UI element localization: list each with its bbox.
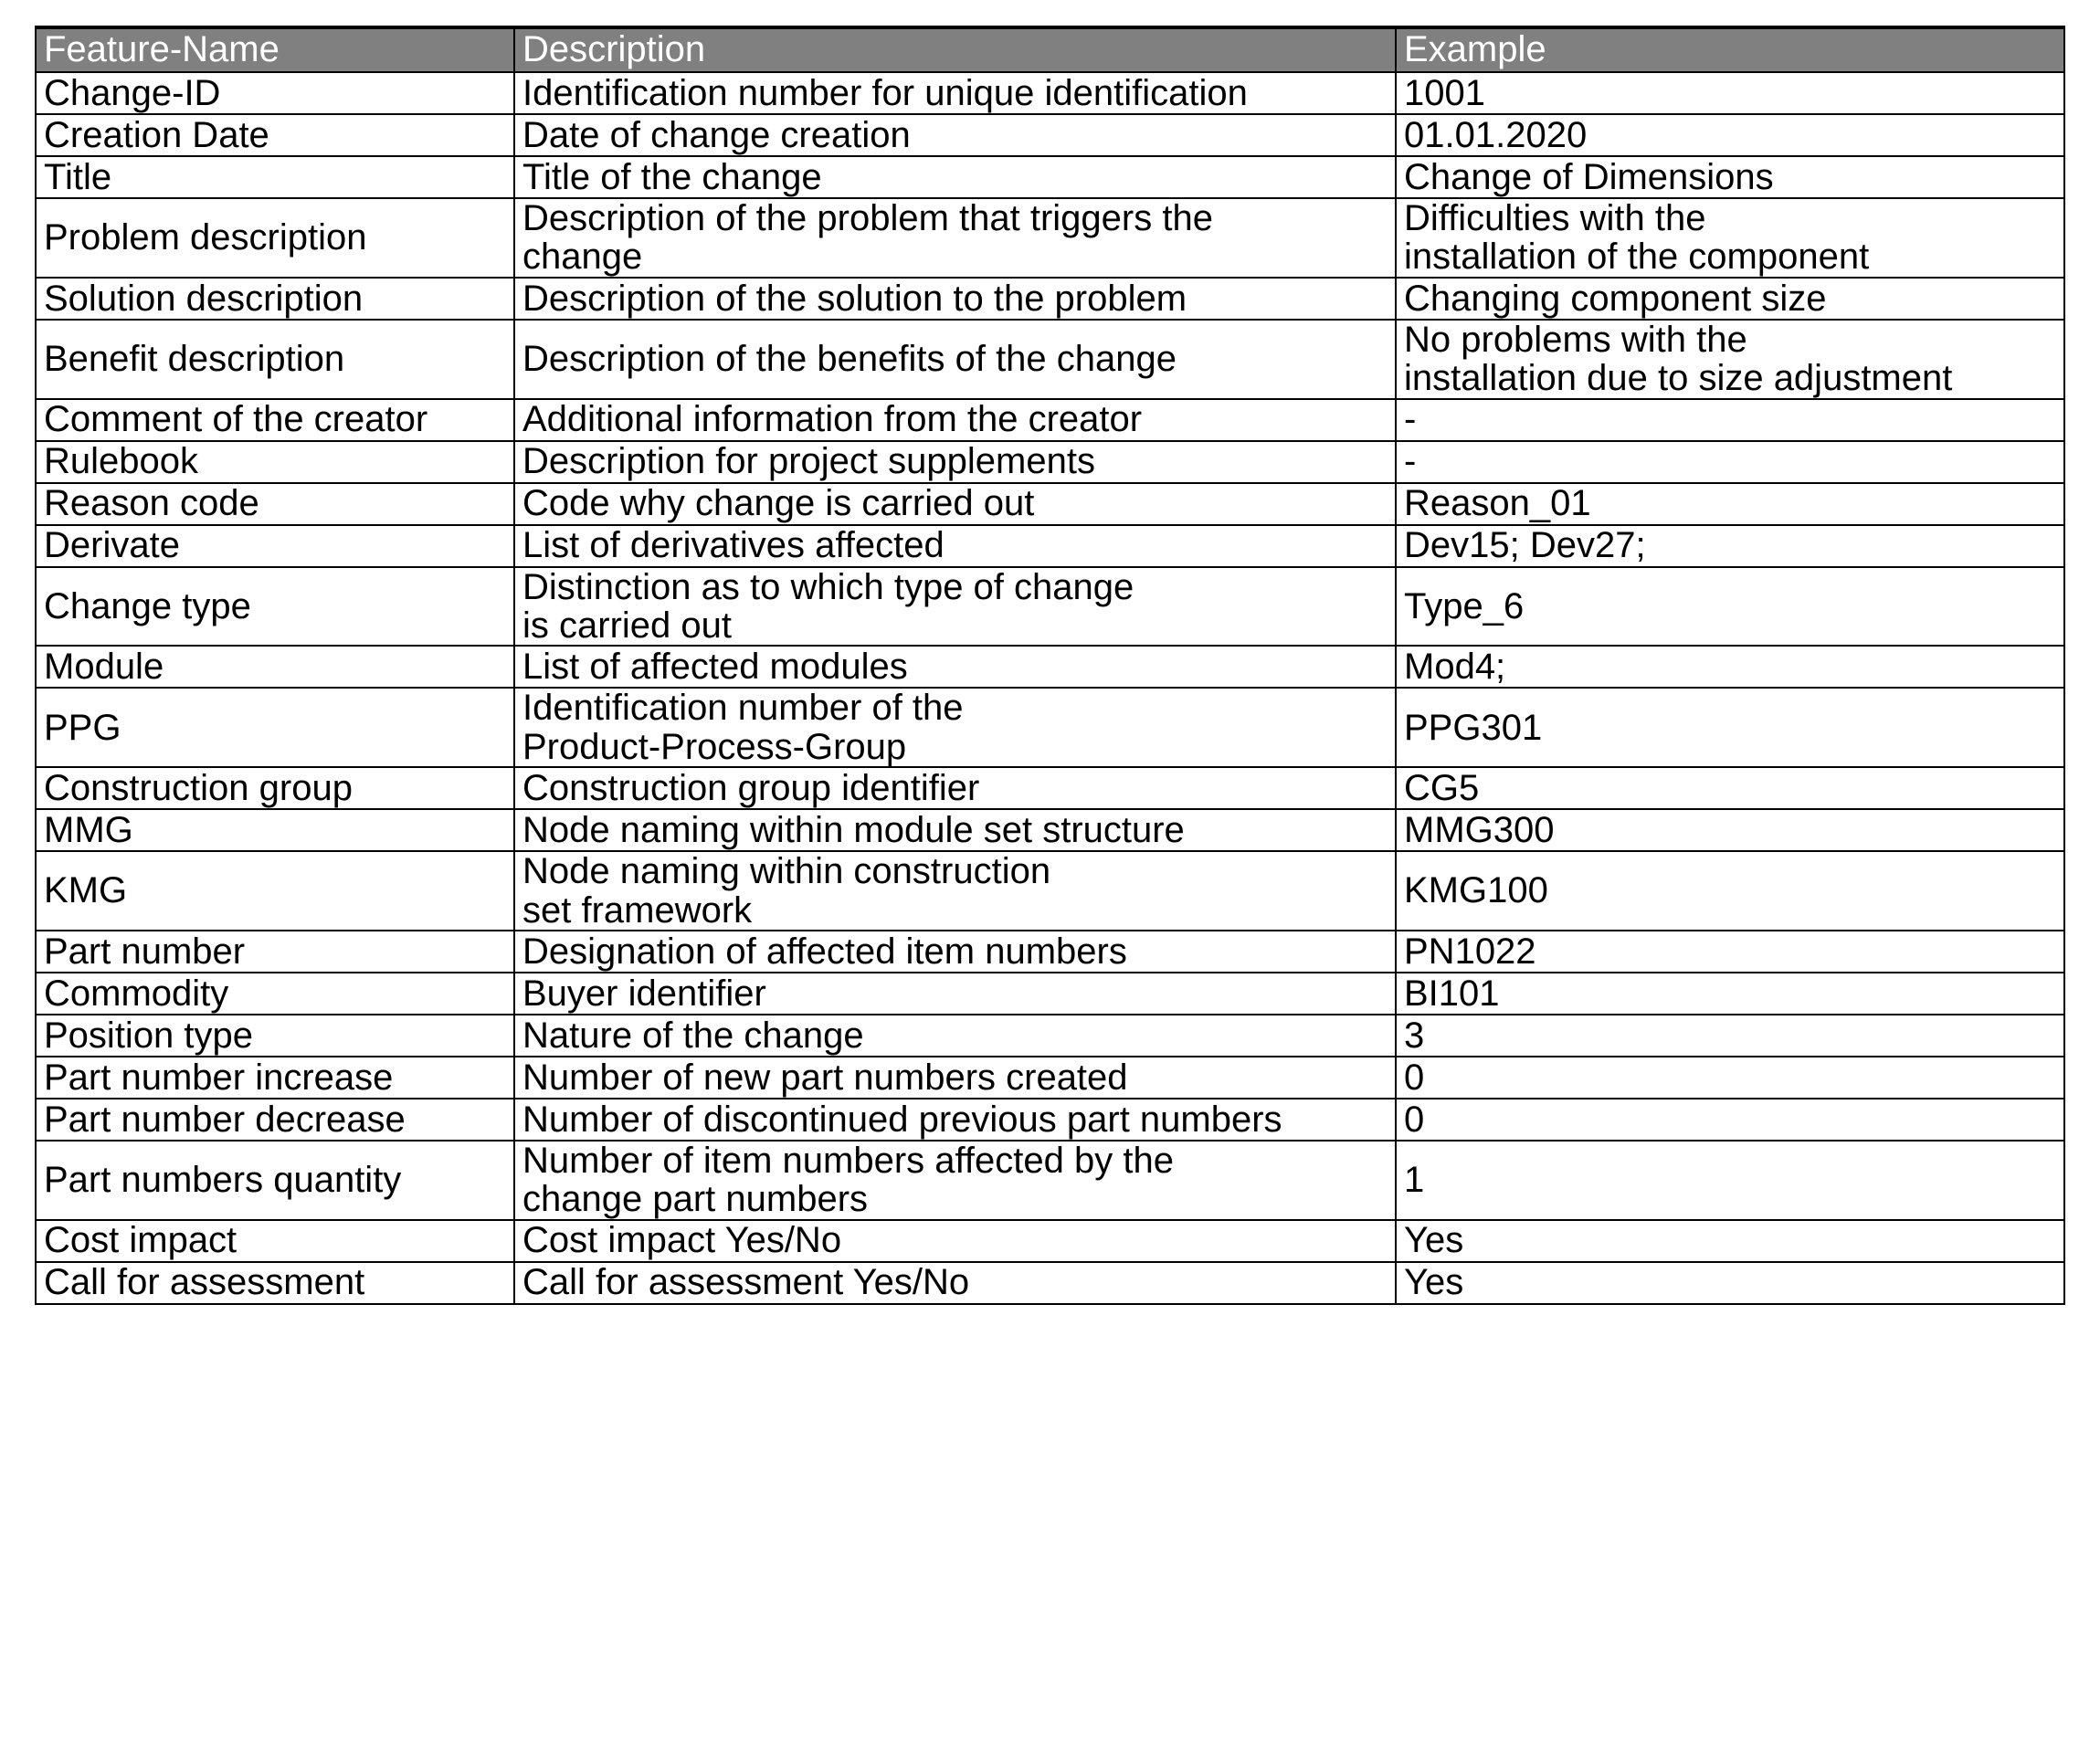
description-line-1: Additional information from the creator xyxy=(522,399,1143,440)
cell-description xyxy=(514,646,1396,688)
cell-example xyxy=(1396,1262,2064,1304)
cell-description xyxy=(514,809,1396,851)
description-line-1: Distinction as to which type of change xyxy=(522,566,1134,607)
cell-description xyxy=(514,483,1396,525)
description-line-2: change xyxy=(522,237,643,278)
table-row xyxy=(36,441,2064,483)
table-row xyxy=(36,198,2064,278)
cell-example xyxy=(1396,809,2064,851)
description-line-2: Product-Process-Group xyxy=(522,726,907,767)
example-line-1: 0 xyxy=(1404,1057,1425,1098)
example-line-2: installation due to size adjustment xyxy=(1404,358,1953,399)
cell-feature-name: Change type xyxy=(36,567,514,647)
table-row xyxy=(36,114,2064,156)
cell-description xyxy=(514,931,1396,973)
cell-description xyxy=(514,851,1396,931)
table-body xyxy=(36,72,2064,1304)
table-row xyxy=(36,525,2064,567)
cell-example xyxy=(1396,1015,2064,1057)
description-line-1: Identification number for unique identification xyxy=(522,72,1248,113)
table-row xyxy=(36,931,2064,973)
example-line-2: installation of the component xyxy=(1404,237,1870,278)
description-line-1: Date of change creation xyxy=(522,114,911,155)
example-line-1: Difficulties with the xyxy=(1404,198,1706,238)
cell-example xyxy=(1396,931,2064,973)
example-line-1: - xyxy=(1404,399,1417,440)
example-line-1: Dev15; Dev27; xyxy=(1404,525,1646,566)
cell-feature-name: Solution description xyxy=(36,278,514,320)
cell-feature-name: Part number increase xyxy=(36,1057,514,1099)
description-line-1: Node naming within construction xyxy=(522,851,1051,892)
cell-example xyxy=(1396,973,2064,1015)
cell-description xyxy=(514,567,1396,647)
cell-example xyxy=(1396,688,2064,767)
description-line-1: Number of new part numbers created xyxy=(522,1057,1128,1098)
description-line-1: Call for assessment Yes/No xyxy=(522,1262,970,1303)
cell-feature-name: MMG xyxy=(36,809,514,851)
description-line-1: List of affected modules xyxy=(522,647,908,688)
column-header-example: Example xyxy=(1396,27,2064,72)
cell-feature-name: Part number decrease xyxy=(36,1099,514,1141)
description-line-2: change part numbers xyxy=(522,1179,869,1220)
cell-feature-name: Comment of the creator xyxy=(36,399,514,441)
column-header-feature-name: Feature-Name xyxy=(36,27,514,72)
description-line-1: Designation of affected item numbers xyxy=(522,931,1127,972)
cell-feature-name: Title xyxy=(36,156,514,198)
cell-description xyxy=(514,767,1396,809)
cell-description xyxy=(514,525,1396,567)
cell-example xyxy=(1396,1220,2064,1262)
table-row xyxy=(36,278,2064,320)
example-line-1: BI101 xyxy=(1404,973,1500,1014)
cell-example xyxy=(1396,278,2064,320)
cell-feature-name: PPG xyxy=(36,688,514,767)
cell-feature-name: Part number xyxy=(36,931,514,973)
example-line-1: PN1022 xyxy=(1404,931,1536,972)
cell-description xyxy=(514,1015,1396,1057)
cell-example xyxy=(1396,1057,2064,1099)
cell-example xyxy=(1396,483,2064,525)
cell-feature-name: Problem description xyxy=(36,198,514,278)
table-row xyxy=(36,646,2064,688)
example-line-1: Yes xyxy=(1404,1262,1464,1303)
cell-example xyxy=(1396,156,2064,198)
table-row xyxy=(36,1099,2064,1141)
cell-feature-name: Derivate xyxy=(36,525,514,567)
description-line-1: List of derivatives affected xyxy=(522,525,944,566)
example-line-1: Mod4; xyxy=(1404,647,1506,688)
table-row xyxy=(36,72,2064,114)
table-row xyxy=(36,483,2064,525)
cell-description xyxy=(514,1220,1396,1262)
cell-example xyxy=(1396,851,2064,931)
table-row xyxy=(36,1015,2064,1057)
table-header xyxy=(36,27,2064,72)
cell-example xyxy=(1396,399,2064,441)
cell-feature-name: Module xyxy=(36,646,514,688)
cell-description xyxy=(514,973,1396,1015)
example-line-1: 1 xyxy=(1404,1160,1425,1201)
cell-feature-name: KMG xyxy=(36,851,514,931)
example-line-1: Change of Dimensions xyxy=(1404,156,1774,197)
cell-feature-name: Benefit description xyxy=(36,320,514,399)
cell-example xyxy=(1396,320,2064,399)
description-line-2: set framework xyxy=(522,889,753,931)
description-line-1: Nature of the change xyxy=(522,1015,864,1056)
description-line-1: Number of discontinued previous part numbers xyxy=(522,1099,1282,1140)
cell-feature-name: Part numbers quantity xyxy=(36,1141,514,1220)
cell-feature-name: Position type xyxy=(36,1015,514,1057)
description-line-1: Construction group identifier xyxy=(522,767,980,808)
example-line-1: PPG301 xyxy=(1404,707,1543,748)
table-row xyxy=(36,320,2064,399)
example-line-1: Type_6 xyxy=(1404,585,1525,626)
example-line-1: No problems with the xyxy=(1404,319,1747,360)
cell-description xyxy=(514,688,1396,767)
table-row xyxy=(36,399,2064,441)
cell-feature-name: Rulebook xyxy=(36,441,514,483)
table-row xyxy=(36,1057,2064,1099)
description-line-1: Description for project supplements xyxy=(522,441,1095,482)
cell-example xyxy=(1396,114,2064,156)
description-line-1: Number of item numbers affected by the xyxy=(522,1140,1174,1181)
cell-feature-name: Commodity xyxy=(36,973,514,1015)
cell-example xyxy=(1396,72,2064,114)
cell-description xyxy=(514,156,1396,198)
cell-description xyxy=(514,441,1396,483)
cell-feature-name: Change-ID xyxy=(36,72,514,114)
cell-example xyxy=(1396,567,2064,647)
description-line-1: Node naming within module set structure xyxy=(522,809,1185,850)
table-row xyxy=(36,688,2064,767)
example-line-1: - xyxy=(1404,441,1417,482)
example-line-1: KMG100 xyxy=(1404,870,1548,911)
description-line-1: Identification number of the xyxy=(522,688,964,729)
header-row xyxy=(36,27,2064,72)
description-line-2: is carried out xyxy=(522,605,732,646)
cell-example xyxy=(1396,525,2064,567)
example-line-1: 0 xyxy=(1404,1099,1425,1140)
example-line-1: 01.01.2020 xyxy=(1404,114,1588,155)
table-row xyxy=(36,1262,2064,1304)
cell-description xyxy=(514,72,1396,114)
cell-example xyxy=(1396,767,2064,809)
cell-description xyxy=(514,399,1396,441)
cell-example xyxy=(1396,1099,2064,1141)
table-row xyxy=(36,767,2064,809)
cell-description xyxy=(514,114,1396,156)
cell-description xyxy=(514,1141,1396,1220)
table-row xyxy=(36,1141,2064,1220)
description-line-1: Description of the solution to the problem xyxy=(522,278,1187,319)
feature-table-container xyxy=(35,26,2063,1305)
description-line-1: Cost impact Yes/No xyxy=(522,1220,842,1261)
cell-description xyxy=(514,278,1396,320)
feature-table xyxy=(35,26,2065,1305)
cell-feature-name: Construction group xyxy=(36,767,514,809)
example-line-1: Reason_01 xyxy=(1404,483,1591,524)
example-line-1: 1001 xyxy=(1404,72,1485,113)
cell-example xyxy=(1396,646,2064,688)
example-line-1: 3 xyxy=(1404,1015,1425,1056)
description-line-1: Buyer identifier xyxy=(522,973,766,1014)
cell-description xyxy=(514,320,1396,399)
cell-feature-name: Reason code xyxy=(36,483,514,525)
table-row xyxy=(36,567,2064,647)
cell-example xyxy=(1396,1141,2064,1220)
cell-feature-name: Call for assessment xyxy=(36,1262,514,1304)
table-row xyxy=(36,156,2064,198)
table-row xyxy=(36,1220,2064,1262)
table-row xyxy=(36,809,2064,851)
example-line-1: MMG300 xyxy=(1404,809,1555,850)
description-line-1: Description of the problem that triggers the xyxy=(522,198,1213,238)
table-row xyxy=(36,851,2064,931)
description-line-1: Code why change is carried out xyxy=(522,483,1035,524)
example-line-1: Changing component size xyxy=(1404,278,1827,319)
cell-example xyxy=(1396,198,2064,278)
cell-feature-name: Cost impact xyxy=(36,1220,514,1262)
example-line-1: CG5 xyxy=(1404,767,1480,808)
cell-feature-name: Creation Date xyxy=(36,114,514,156)
cell-description xyxy=(514,1057,1396,1099)
cell-description xyxy=(514,1262,1396,1304)
column-header-description: Description xyxy=(514,27,1396,72)
cell-description xyxy=(514,198,1396,278)
description-line-1: Title of the change xyxy=(522,156,822,197)
table-row xyxy=(36,973,2064,1015)
cell-example xyxy=(1396,441,2064,483)
cell-description xyxy=(514,1099,1396,1141)
description-line-1: Description of the benefits of the change xyxy=(522,338,1177,379)
example-line-1: Yes xyxy=(1404,1220,1464,1261)
